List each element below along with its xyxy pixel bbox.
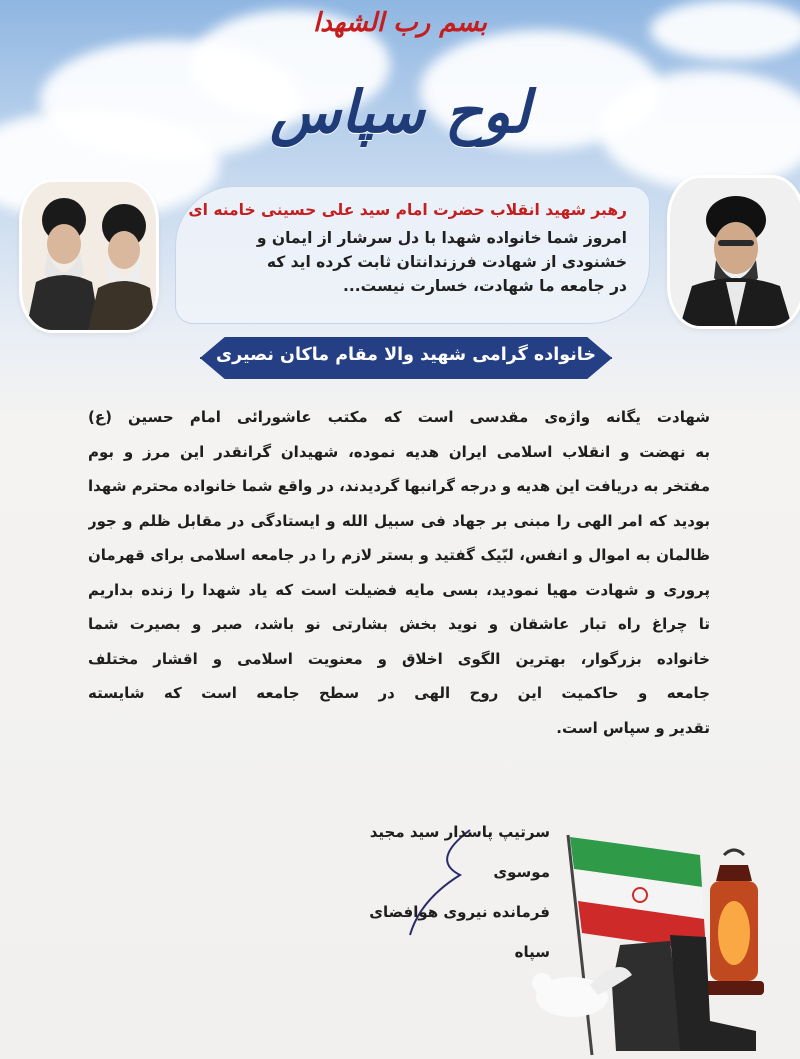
leader-quote-box	[175, 186, 650, 324]
letter-line: تقدیر و سپاس است.	[556, 718, 710, 737]
memorial-illustration	[520, 825, 800, 1059]
commander-portrait	[670, 178, 800, 326]
cloud-decoration	[600, 70, 800, 190]
letter-line: به نهضت و انقلاب اسلامی ایران هدیه نموده، شهیدان گرانقدر این مرز و بوم	[88, 442, 710, 461]
signatory-position: فرمانده نیروی هوافضای سپاه	[369, 903, 550, 961]
quote-text	[187, 226, 627, 298]
quote-line: در جامعه ما شهادت، خسارت نیست...	[343, 277, 627, 295]
letter-line: ظالمان به اموال و انفس، لبّیک گفتید و بستر لازم را در جامعه اسلامی برای قهرمان	[88, 546, 710, 564]
cloud-decoration	[650, 0, 800, 60]
iran-flag-icon	[570, 837, 706, 951]
leaders-portrait-image	[22, 182, 156, 330]
letter-line: خانواده بزرگوار، بهترین الگوی اخلاق و معنویت اسلامی و اقشار مختلف	[88, 649, 710, 668]
letter-line: جامعه و حاکمیت این روح الهی در سطح جامعه است که شایسته	[88, 684, 710, 702]
quote-line: امروز شما خانواده شهدا با دل سرشار از ایمان و	[256, 229, 627, 247]
letter-line: مفتخر به دریافت این هدیه و درجه گرانبها گردیدند، در واقع شما خانواده محترم شهدا	[88, 477, 710, 495]
letter-line: تا چراغ راه تبار عاشقان و نوید بخش بشارتی نو باشد، صبر و بصیرت شما	[88, 615, 710, 633]
recipient-banner-text: خانواده گرامی شهید والا مقام ماکان نصیری	[216, 345, 596, 365]
letter-line: شهادت یگانه واژه‌ی مقدسی است که مکتب عاشورائی امام حسین (ع)	[88, 408, 710, 426]
page-title: لوح سپاس	[270, 78, 530, 146]
bismillah-heading: بسم رب الشهدا	[312, 8, 488, 38]
quote-attribution: رهبر شهید انقلاب حضرت امام سید علی حسینی خامنه ای	[188, 201, 627, 219]
letter-line: بودید که امر الهی را مبنی بر جهاد فی سبیل الله و ایستادگی در مقابل ظلم و جور	[88, 511, 710, 530]
letter-body	[88, 400, 710, 745]
signature-block	[330, 812, 550, 972]
lantern-icon	[704, 850, 764, 995]
commander-portrait-image	[670, 178, 800, 326]
signatory-name: سرتیپ پاسدار سید مجید موسوی	[369, 823, 550, 881]
leaders-portrait	[22, 182, 156, 330]
quote-line: خشنودی از شهادت فرزندانتان ثابت کرده اید که	[266, 253, 627, 271]
letter-line: پروری و شهادت مهیا نمودید، بسی مایه فضیلت است که یاد شهدا را زنده بداریم	[88, 580, 710, 599]
